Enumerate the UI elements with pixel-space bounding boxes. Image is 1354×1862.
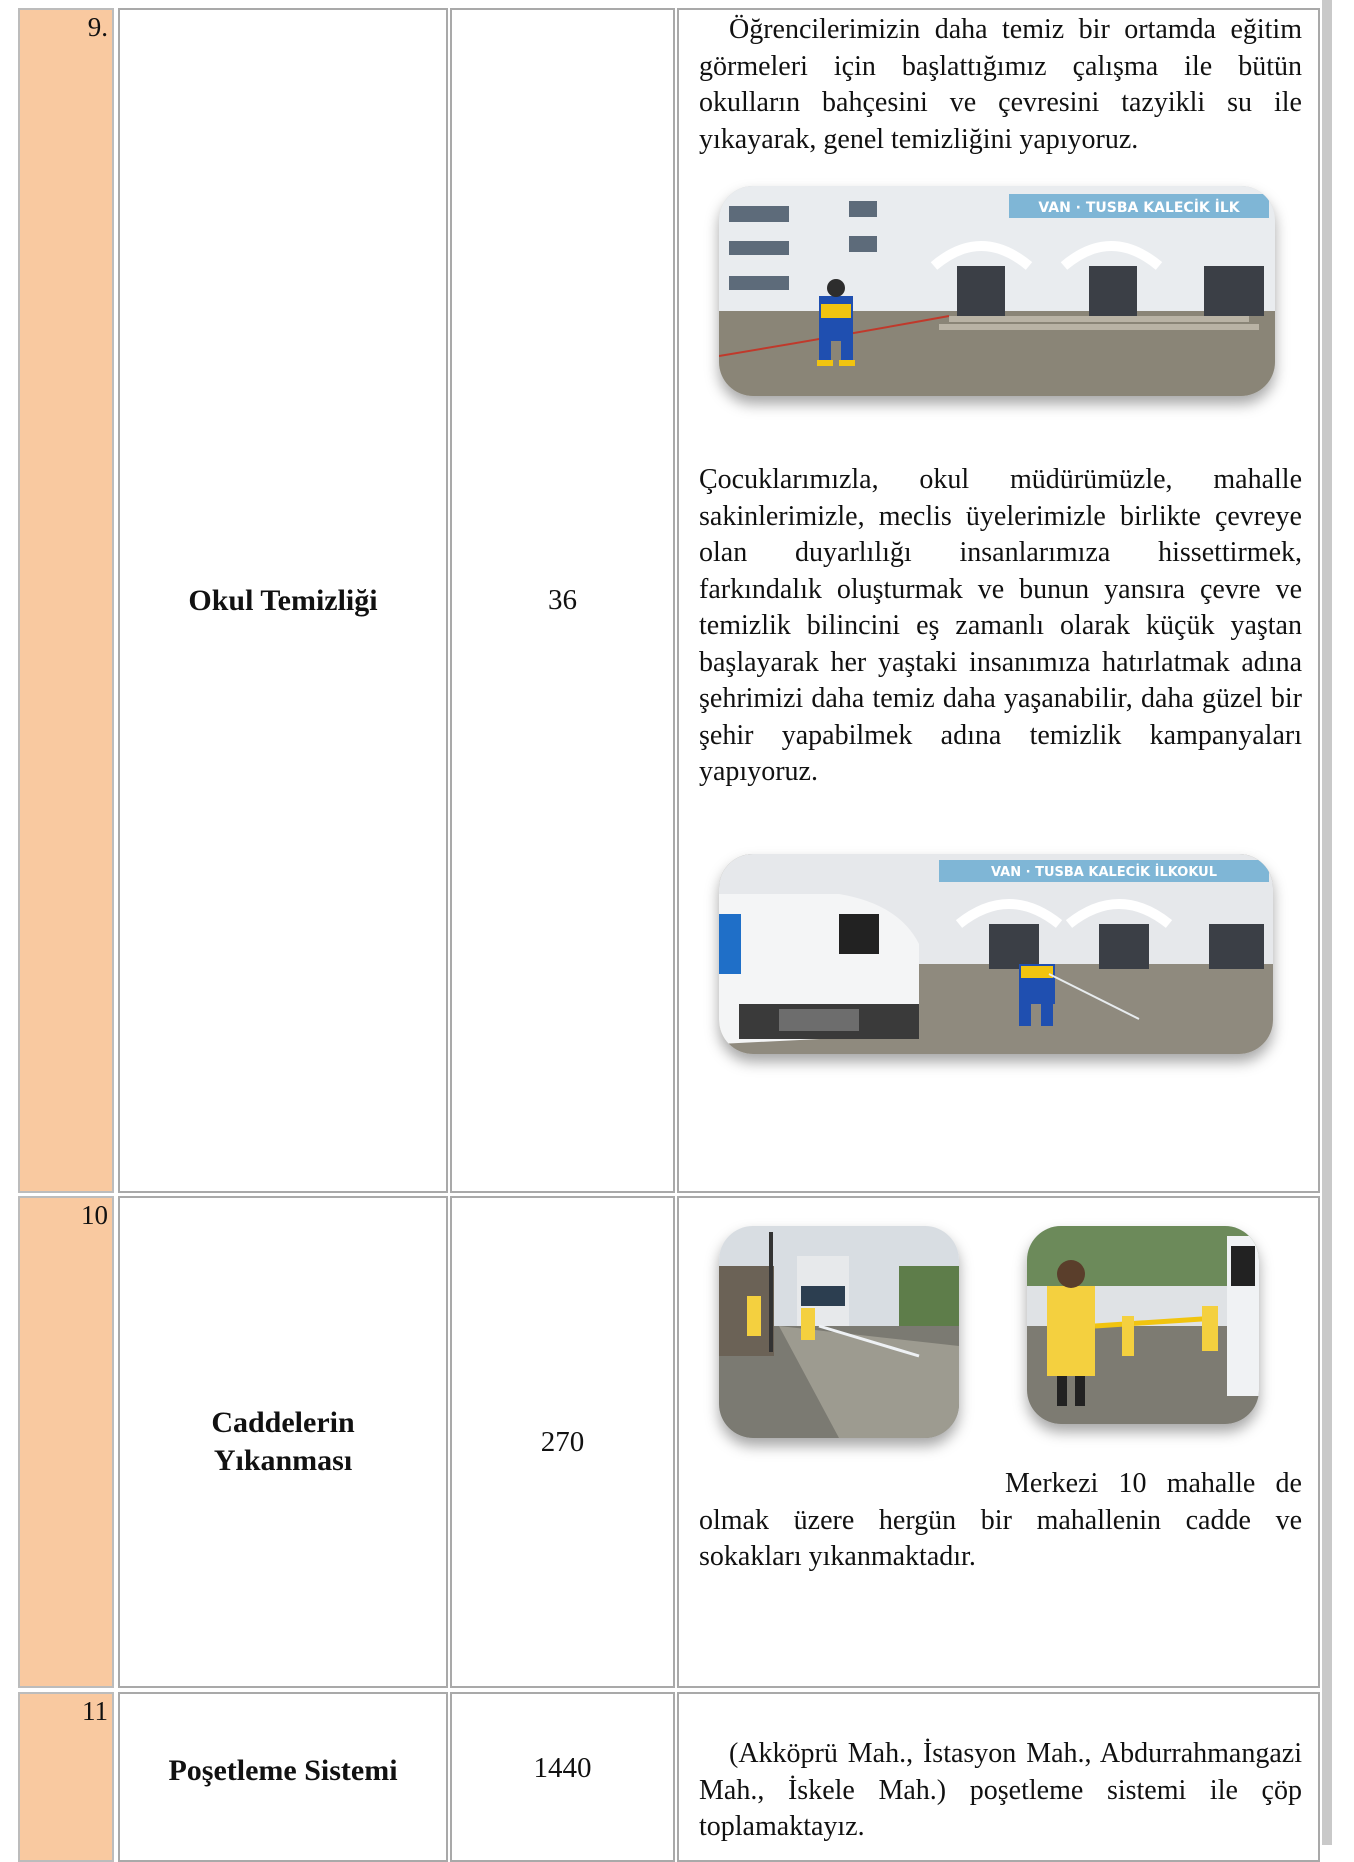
- description-cell: [677, 8, 1320, 1193]
- page-edge: [1322, 0, 1332, 1845]
- row-number: 10: [81, 1200, 108, 1230]
- school-cleaning-photo-2: [719, 854, 1273, 1054]
- row-number: 11: [82, 1696, 108, 1726]
- activity-name: Poşetleme Sistemi: [168, 1754, 398, 1787]
- school-sign-text-2: VAN · TUSBA KALECİK İLKOKUL: [990, 865, 1218, 880]
- count-cell: [450, 8, 675, 1193]
- description-cell: [677, 1692, 1320, 1862]
- activity-count: 1440: [533, 1752, 592, 1784]
- row-number-cell: [18, 8, 114, 1193]
- row-number-cell: [18, 1692, 114, 1862]
- row-number-cell: [18, 1196, 114, 1688]
- description-cell: [677, 1196, 1320, 1688]
- school-cleaning-photo-1: [719, 186, 1275, 396]
- activity-count: 36: [548, 584, 577, 616]
- school-sign-text: VAN · TUSBA KALECİK İLK: [1038, 200, 1240, 216]
- description-text: (Akköprü Mah., İstasyon Mah., Abdurrahmangazi Mah., İskele Mah.) poşetleme sistemi ile çöp toplamaktayız.: [699, 1738, 1302, 1842]
- activity-name-cell: [118, 1692, 448, 1862]
- activity-name-cell: [118, 8, 448, 1193]
- row-number: 9.: [87, 12, 108, 42]
- count-cell: [450, 1692, 675, 1862]
- activity-count: 270: [540, 1425, 585, 1458]
- table-row: [18, 1692, 1320, 1862]
- activity-name: Okul Temizliği: [188, 583, 378, 617]
- table-row: [18, 1196, 1320, 1688]
- street-washing-photo-1: [719, 1226, 959, 1438]
- count-cell: [450, 1196, 675, 1688]
- activity-name-cell: [118, 1196, 448, 1688]
- description-text-2: Çocuklarımızla, okul müdürümüzle, mahalle sakinlerimizle, meclis üyelerimizle birlikte çevreye olan duyarlılığı insanlarımıza hissettirmek, farkındalık oluşturmak ve bunun yansıra çevre ve temizlik bilincini eş zamanlı olarak küçük yaştan başlayarak her yaştaki insanımıza hatırlatmak adına şehrimizi daha temiz daha yaşanabilir, daha güzel bir şehir yapabilmek adına temizlik kampanyaları yapıyoruz.: [699, 464, 1302, 787]
- table-row: [18, 8, 1320, 1193]
- activity-name: Caddelerin Yıkanması: [211, 1406, 355, 1477]
- description-text: Öğrencilerimizin daha temiz bir ortamda eğitim görmeleri için başlattığımız çalışma ile bütün okulların bahçesini ve çevresini tazyikli su ile yıkayarak, genel temizliğini yapıyoruz.: [699, 14, 1302, 155]
- street-washing-photo-2: [1027, 1226, 1259, 1424]
- description-text: Merkezi 10 mahalle de olmak üzere hergün bir mahallenin cadde ve sokakları yıkanmaktadır.: [699, 1468, 1302, 1572]
